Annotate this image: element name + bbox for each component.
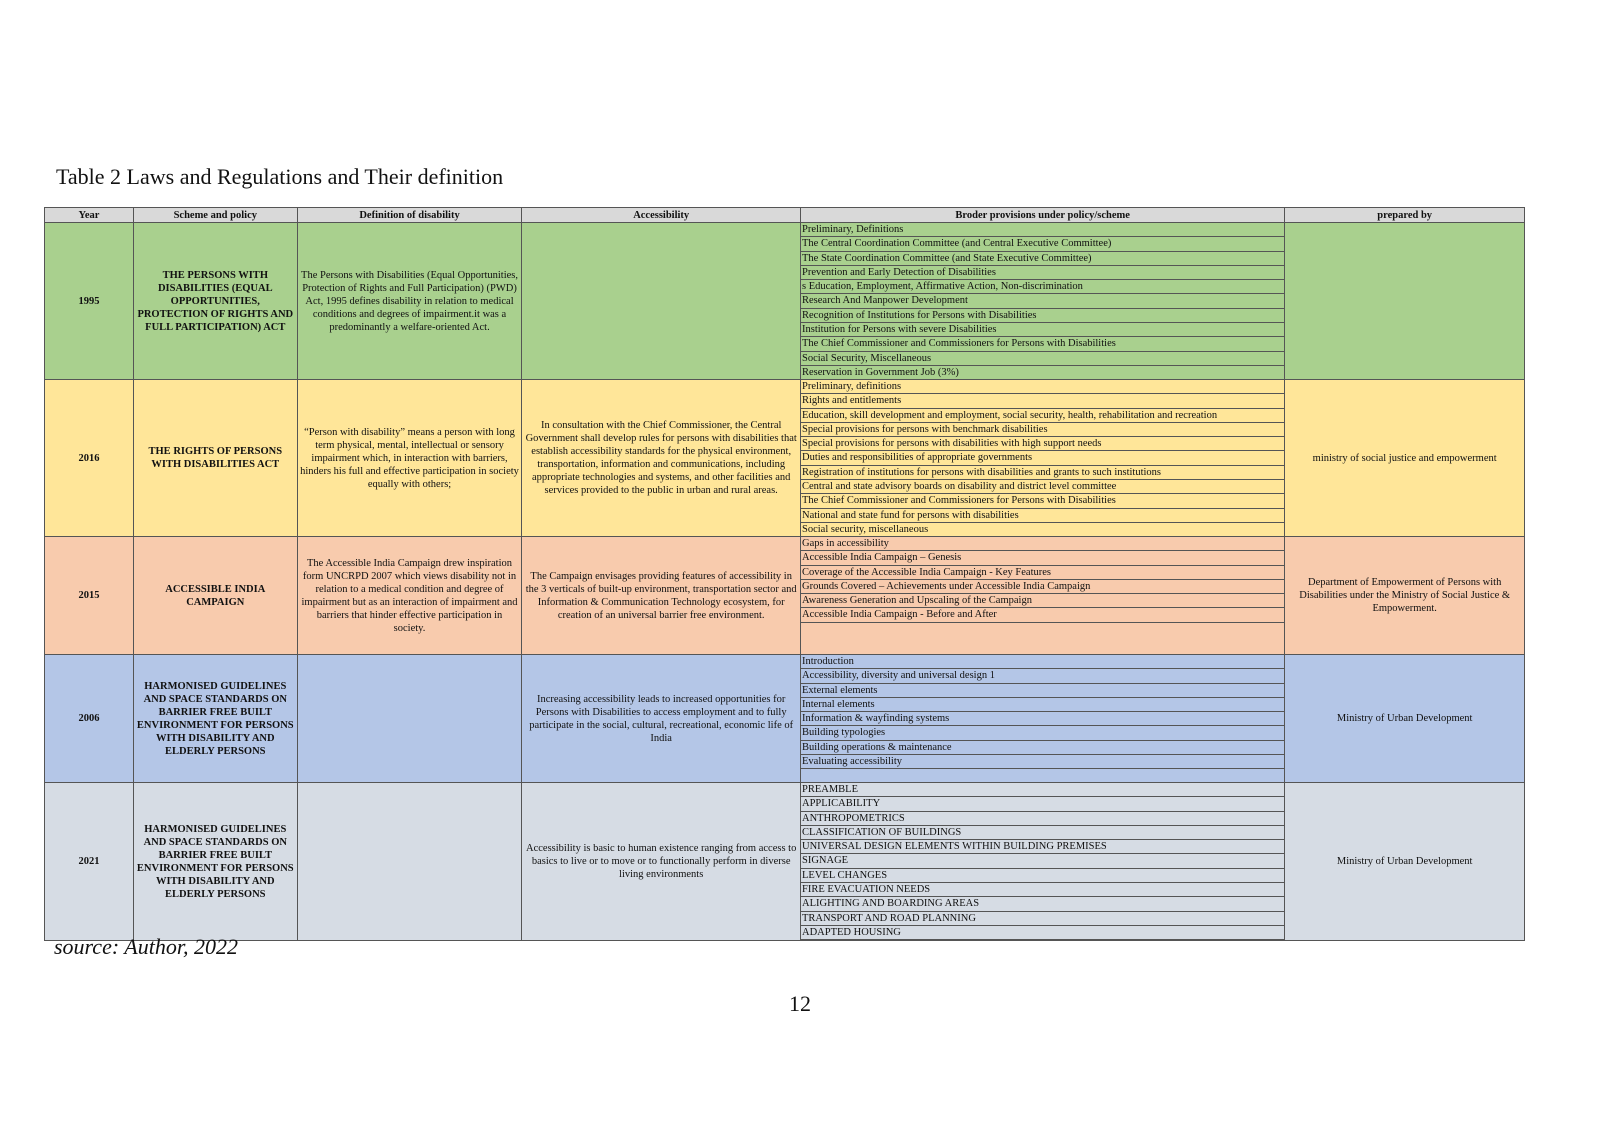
row-scheme: ACCESSIBLE INDIA CAMPAIGN <box>134 537 298 654</box>
table-row <box>45 655 1524 783</box>
row-year: 2021 <box>45 783 134 940</box>
provision-item: PREAMBLE <box>801 783 1284 797</box>
provision-item: Registration of institutions for persons with disabilities and grants to such institutions <box>801 466 1284 480</box>
row-prepared-by: ministry of social justice and empowerment <box>1312 452 1497 464</box>
row-prepared-by: Ministry of Urban Development <box>1336 856 1473 867</box>
provision-item: Accessible India Campaign – Genesis <box>801 551 1284 565</box>
row-accessibility: Accessibility is basic to human existence ranging from access to basics to live or to move or to functionally perform in diverse living environments <box>522 783 801 940</box>
laws-table <box>44 207 1525 941</box>
header-accessibility: Accessibility <box>522 208 801 222</box>
row-year: 1995 <box>45 223 134 379</box>
row-definition <box>298 783 523 940</box>
provision-item: Preliminary, definitions <box>801 380 1284 394</box>
header-prepared-by: prepared by <box>1377 209 1433 221</box>
header-year: Year <box>45 208 134 222</box>
table-row <box>45 783 1524 940</box>
row-accessibility <box>522 223 801 379</box>
provision-item: s Education, Employment, Affirmative Action, Non-discrimination <box>801 280 1284 294</box>
provision-item: Institution for Persons with severe Disabilities <box>801 323 1284 337</box>
provision-item: The Chief Commissioner and Commissioners for Persons with Disabilities <box>801 494 1284 508</box>
row-accessibility: Increasing accessibility leads to increased opportunities for Persons with Disabilities to access employment and to fully participate in the social, cultural, recreational, economic life of India <box>522 655 801 782</box>
row-definition: “Person with disability” means a person with long term physical, mental, intellectual or sensory impairment which, in interaction with barriers, hinders his full and effective participation in society equally with others; <box>298 380 523 536</box>
provision-item: The Central Coordination Committee (and Central Executive Committee) <box>801 237 1284 251</box>
provision-item: ALIGHTING AND BOARDING AREAS <box>801 897 1284 911</box>
row-definition: The Persons with Disabilities (Equal Opportunities, Protection of Rights and Full Participation) (PWD) Act, 1995 defines disability in relation to medical conditions and degrees of impairment.it was a predominantly a welfare-oriented Act. <box>298 223 523 379</box>
provision-item: ADAPTED HOUSING <box>801 926 1284 940</box>
provision-item: Education, skill development and employment, social security, health, rehabilitation and recreation <box>801 409 1284 423</box>
provision-item: Rights and entitlements <box>801 394 1284 408</box>
provision-item: Accessibility, diversity and universal design 1 <box>801 669 1284 683</box>
table-caption: Table 2 Laws and Regulations and Their definition <box>56 164 504 189</box>
table-row <box>45 380 1524 537</box>
provision-item: The Chief Commissioner and Commissioners for Persons with Disabilities <box>801 337 1284 351</box>
provision-item: Duties and responsibilities of appropriate governments <box>801 451 1284 465</box>
table-row <box>45 537 1524 655</box>
row-scheme: HARMONISED GUIDELINES AND SPACE STANDARDS ON BARRIER FREE BUILT ENVIRONMENT FOR PERSONS WITH DISABILITY AND ELDERLY PERSONS <box>134 655 298 782</box>
provision-item: Evaluating accessibility <box>801 755 1284 769</box>
provision-item: National and state fund for persons with disabilities <box>801 509 1284 523</box>
table-header-row <box>45 208 1524 223</box>
provision-item: Introduction <box>801 655 1284 669</box>
row-scheme: THE RIGHTS OF PERSONS WITH DISABILITIES ACT <box>134 380 298 536</box>
source-note: source: Author, 2022 <box>54 934 238 959</box>
row-prepared-by: Department of Empowerment of Persons with Disabilities under the Ministry of Social Justice & Empowerment. <box>1299 577 1511 614</box>
row-scheme: HARMONISED GUIDELINES AND SPACE STANDARDS ON BARRIER FREE BUILT ENVIRONMENT FOR PERSONS WITH DISABILITY AND ELDERLY PERSONS <box>134 783 298 940</box>
row-definition <box>298 655 523 782</box>
row-provisions <box>801 655 1285 782</box>
provision-item: Recognition of Institutions for Persons with Disabilities <box>801 309 1284 323</box>
provision-item: Reservation in Government Job (3%) <box>801 366 1284 380</box>
row-scheme: THE PERSONS WITH DISABILITIES (EQUAL OPPORTUNITIES, PROTECTION OF RIGHTS AND FULL PARTICIPATION) ACT <box>134 223 298 379</box>
row-definition: The Accessible India Campaign drew inspiration form UNCRPD 2007 which views disability not in relation to a medical condition and degree of impairment but as an interaction of impairment and barriers that hinder effective participation in society. <box>298 537 523 654</box>
header-provisions: Broder provisions under policy/scheme <box>801 208 1285 222</box>
provision-item: LEVEL CHANGES <box>801 869 1284 883</box>
table-row <box>45 223 1524 380</box>
row-year: 2016 <box>45 380 134 536</box>
provision-item: APPLICABILITY <box>801 797 1284 811</box>
provision-item: ANTHROPOMETRICS <box>801 812 1284 826</box>
row-provisions <box>801 223 1285 379</box>
provision-item: FIRE EVACUATION NEEDS <box>801 883 1284 897</box>
page-number: 12 <box>789 991 811 1016</box>
provision-item: Preliminary, Definitions <box>801 223 1284 237</box>
provision-item: Coverage of the Accessible India Campaign - Key Features <box>801 566 1284 580</box>
provision-item: Internal elements <box>801 698 1284 712</box>
provision-item: Awareness Generation and Upscaling of the Campaign <box>801 594 1284 608</box>
row-provisions <box>801 380 1285 536</box>
provision-item: Prevention and Early Detection of Disabilities <box>801 266 1284 280</box>
provision-item: SIGNAGE <box>801 854 1284 868</box>
provision-item: Building operations & maintenance <box>801 741 1284 755</box>
provision-item: Grounds Covered – Achievements under Accessible India Campaign <box>801 580 1284 594</box>
provision-item: UNIVERSAL DESIGN ELEMENTS WITHIN BUILDING PREMISES <box>801 840 1284 854</box>
provision-item: TRANSPORT AND ROAD PLANNING <box>801 912 1284 926</box>
provision-item: Special provisions for persons with benchmark disabilities <box>801 423 1284 437</box>
row-prepared-by: Ministry of Urban Development <box>1336 713 1473 724</box>
header-scheme: Scheme and policy <box>134 208 298 222</box>
provision-item: Accessible India Campaign - Before and After <box>801 608 1284 622</box>
provision-item: Central and state advisory boards on disability and district level committee <box>801 480 1284 494</box>
provision-item: Building typologies <box>801 726 1284 740</box>
provision-item: The State Coordination Committee (and State Executive Committee) <box>801 252 1284 266</box>
row-year: 2015 <box>45 537 134 654</box>
row-accessibility: The Campaign envisages providing features of accessibility in the 3 verticals of built-up environment, transportation sector and Information & Communication Technology ecosystem, for creation of an universal barrier free environment. <box>522 537 801 654</box>
row-provisions <box>801 537 1285 654</box>
provision-item: Gaps in accessibility <box>801 537 1284 551</box>
provision-item: Social security, miscellaneous <box>801 523 1284 537</box>
row-prepared-by <box>1285 223 1524 379</box>
provision-item: Social Security, Miscellaneous <box>801 352 1284 366</box>
provision-item: External elements <box>801 684 1284 698</box>
row-year: 2006 <box>45 655 134 782</box>
provision-item: CLASSIFICATION OF BUILDINGS <box>801 826 1284 840</box>
row-provisions <box>801 783 1285 940</box>
header-definition: Definition of disability <box>298 208 523 222</box>
provision-item: Special provisions for persons with disabilities with high support needs <box>801 437 1284 451</box>
provision-item: Information & wayfinding systems <box>801 712 1284 726</box>
provision-item: Research And Manpower Development <box>801 294 1284 308</box>
row-accessibility: In consultation with the Chief Commissioner, the Central Government shall develop rules for persons with disabilities that establish accessibility standards for the physical environment, transportation, information and communications, including appropriate technologies and systems, and other facilities and services provided to the public in urban and rural areas. <box>522 380 801 536</box>
